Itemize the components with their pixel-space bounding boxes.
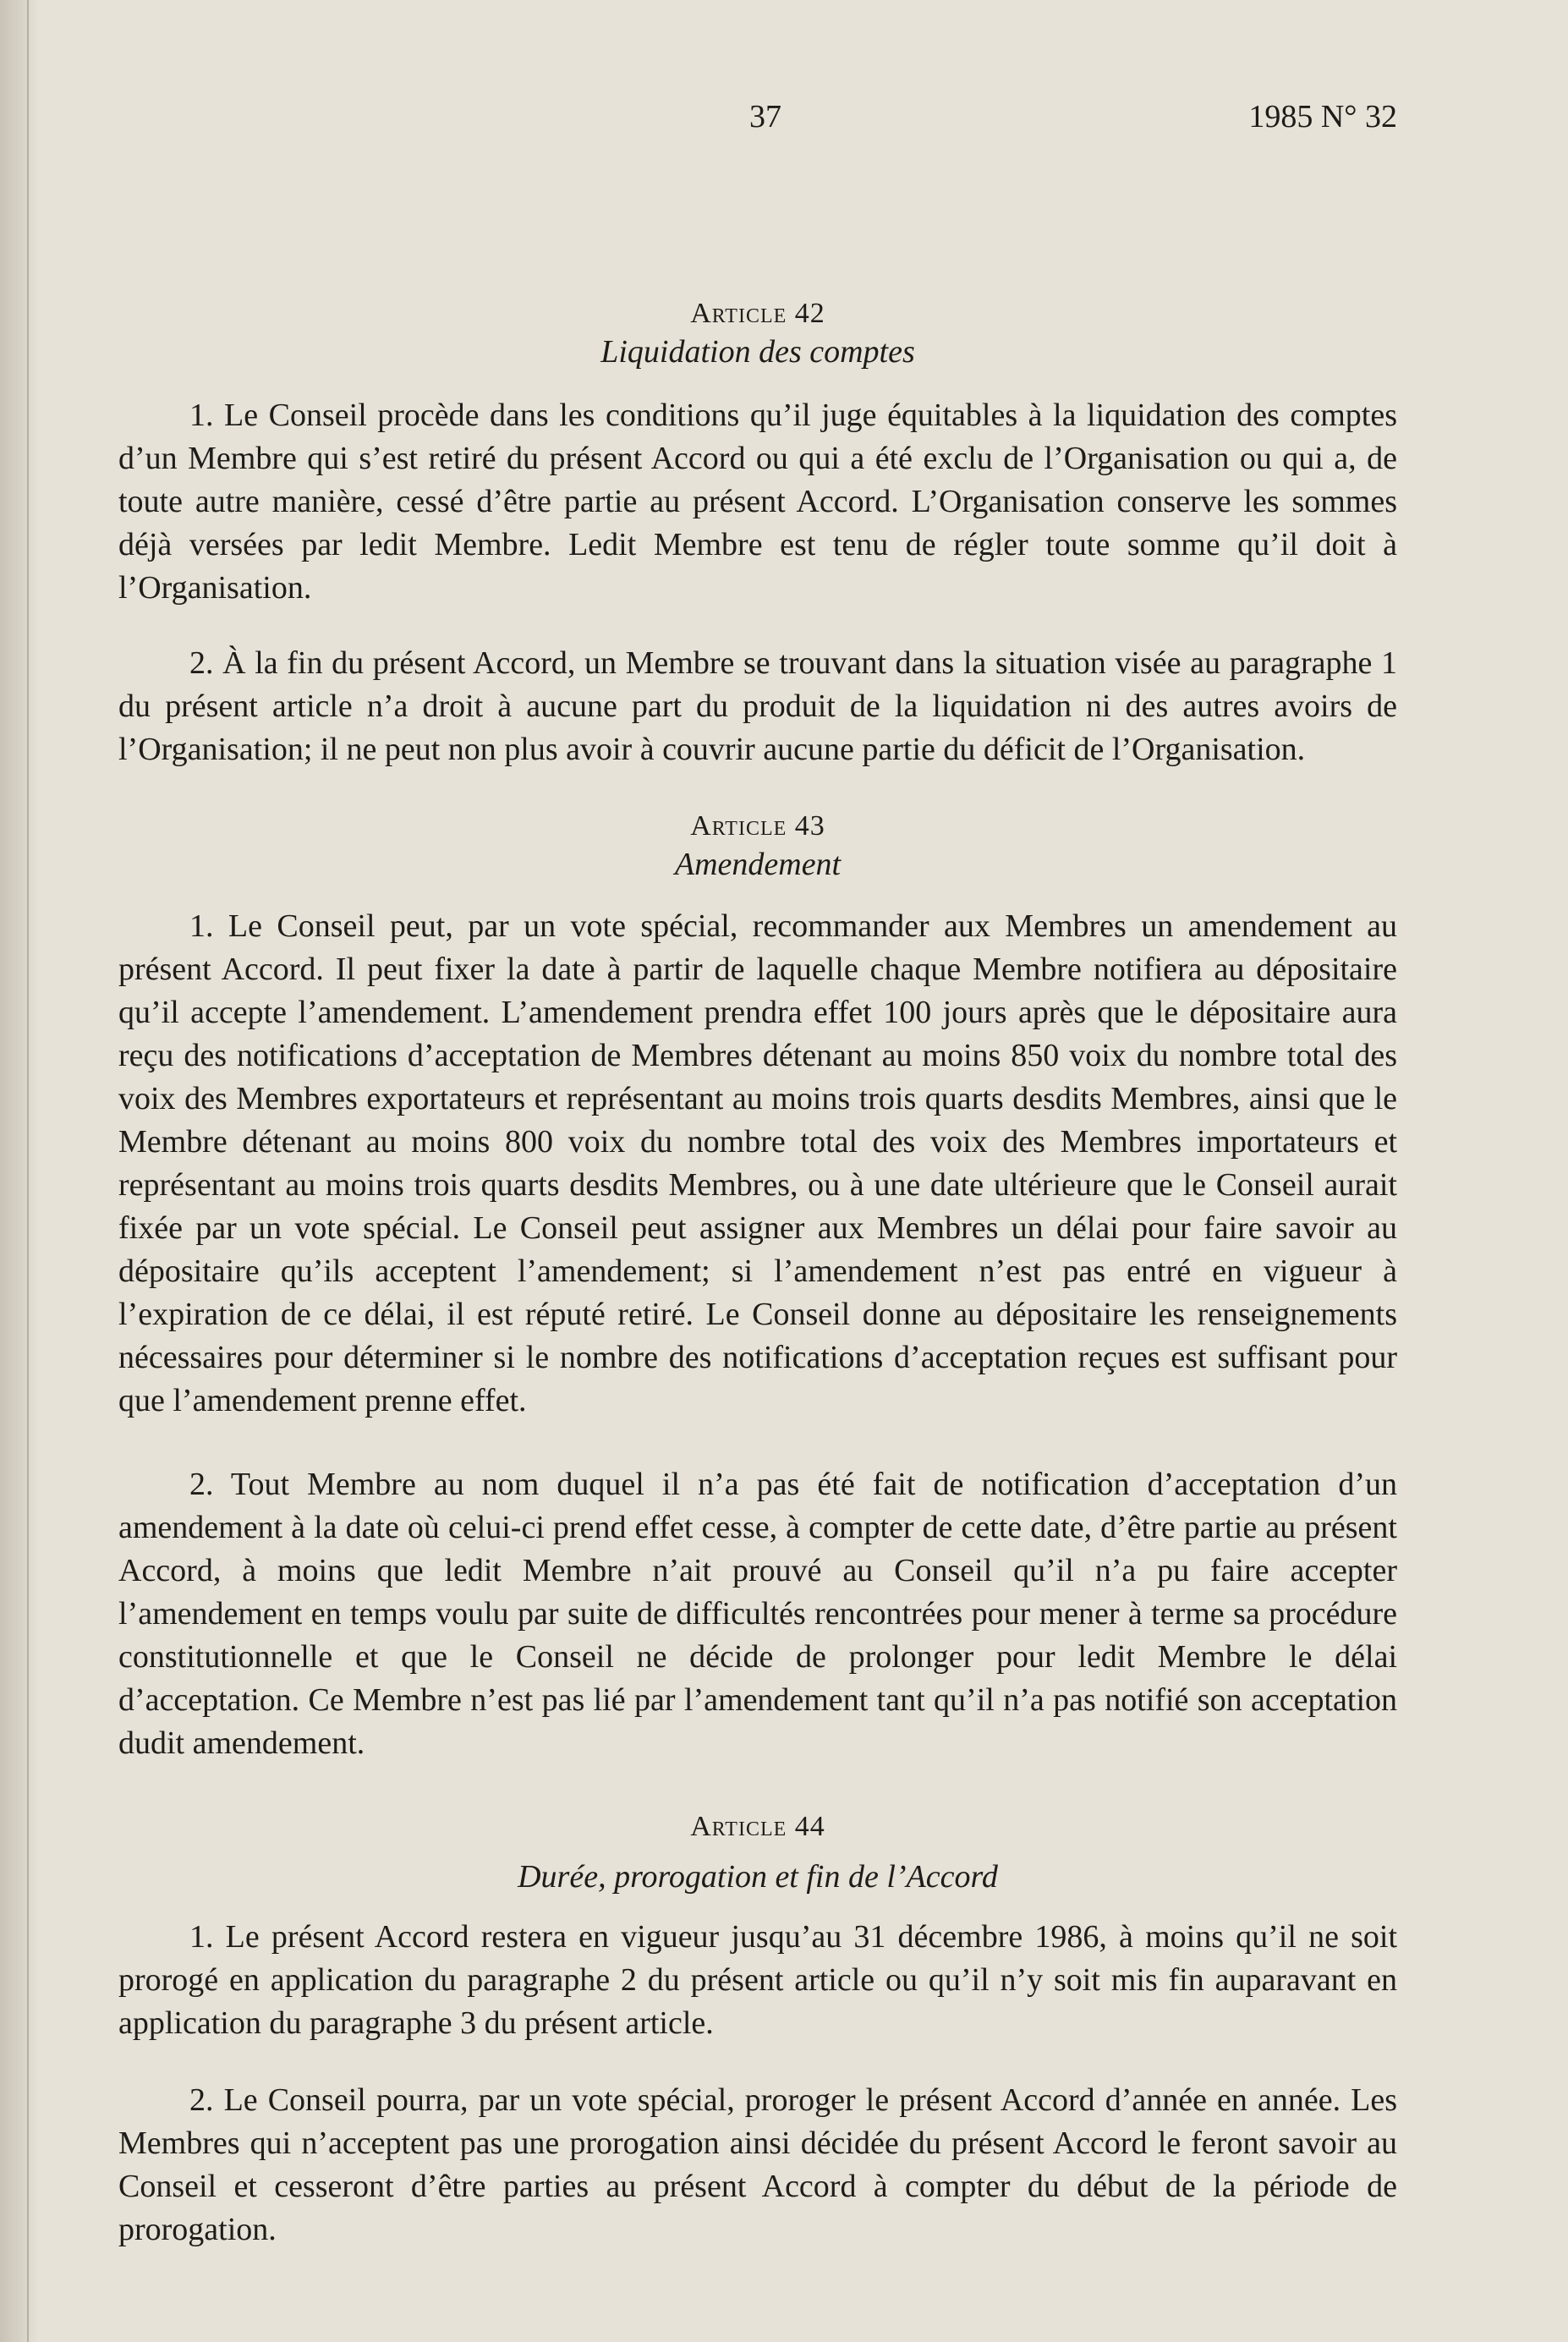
paragraph-text: Le Conseil procède dans les conditions qu’il juge équitables à la liquidation des comptes d’un Membre qui s’est retiré du présent Accord ou qui a été exclu de l’Organisation ou qui a, de toute autre manière, cessé d’être partie au présent Accord. L’Organisation conserve les sommes déjà versées par ledit Membre. Ledit Membre est tenu de régler toute somme qu’il doit à l’Organisation.: [118, 398, 1397, 606]
paragraph-number: 2.: [189, 645, 214, 681]
paragraph-text: À la fin du présent Accord, un Membre se trouvant dans la situation visée au paragraphe 1 du présent article n’a droit à aucune part du produit de la liquidation ni des autres avoirs de l’Organisation; il ne peut non plus avoir à couvrir aucune partie du déficit de l’Organisation.: [118, 645, 1398, 767]
paragraph-text: Le Conseil pourra, par un vote spécial, proroger le présent Accord d’année en année. Les Membres qui n’acceptent pas une prorogation ainsi décidée du présent Accord le feront savoir au Conseil et cesseront d’être parties au présent Accord à compter du début de la période de prorogation.: [118, 2082, 1397, 2247]
article-44: [118, 1809, 1397, 2252]
article-43: [118, 809, 1397, 1765]
paragraph-number: 2.: [189, 2082, 214, 2118]
paragraph: [118, 2079, 1397, 2252]
page-reference: 1985 N° 32: [1248, 99, 1397, 134]
paragraph-text: Tout Membre au nom duquel il n’a pas été fait de notification d’acceptation d’un amendement à la date où celui-ci prend effet cesse, à compter de cette date, d’être partie au présent Accord, à moins que ledit Membre n’ait prouvé au Conseil qu’il n’a pu faire accepter l’amendement en temps voulu par suite de difficultés rencontrées pour mener à terme sa procédure constitutionnelle et que le Conseil ne décide de prolonger pour ledit Membre le délai d’acceptation. Ce Membre n’est pas lié par l’amendement tant qu’il n’a pas notifié son acceptation dudit amendement.: [118, 1467, 1397, 1761]
paragraph-number: 1.: [189, 908, 214, 944]
paragraph: [118, 1463, 1397, 1765]
paragraph-number: 1.: [189, 398, 214, 433]
page-number: 37: [749, 99, 781, 134]
binding-gutter: [0, 0, 39, 2342]
article-title: Amendement: [674, 847, 842, 882]
article-heading: Article 44: [690, 1811, 825, 1842]
article-title: Durée, prorogation et fin de l’Accord: [518, 1859, 998, 1895]
article-title: Liquidation des comptes: [600, 334, 915, 370]
article-heading: Article 43: [690, 810, 825, 842]
paragraph: [118, 1916, 1397, 2045]
page-header: [118, 93, 1397, 145]
document-page: [118, 93, 1397, 2252]
binding-line: [27, 0, 29, 2342]
paragraph-number: 2.: [189, 1467, 214, 1502]
article-42: [118, 296, 1397, 771]
paragraph-text: Le présent Accord restera en vigueur jusqu’au 31 décembre 1986, à moins qu’il ne soit prorogé en application du paragraphe 2 du présent article ou qu’il n’y soit mis fin auparavant en application du paragraphe 3 du présent article.: [118, 1919, 1398, 2041]
paragraph: [118, 394, 1397, 610]
article-heading: Article 42: [690, 298, 825, 329]
paragraph: [118, 642, 1397, 771]
paragraph: [118, 905, 1397, 1423]
paragraph-text: Le Conseil peut, par un vote spécial, recommander aux Membres un amendement au présent Accord. Il peut fixer la date à partir de laquelle chaque Membre notifiera au dépositaire qu’il accepte l’amendement. L’amendement prendra effet 100 jours après que le dépositaire aura reçu des notifications d’acceptation de Membres détenant au moins 850 voix du nombre total des voix des Membres exportateurs et représentant au moins trois quarts desdits Membres, ainsi que le Membre détenant au moins 800 voix du nombre total des voix des Membres importateurs et représentant au moins trois quarts desdits Membres, ou à une date ultérieure que le Conseil aurait fixée par un vote spécial. Le Conseil peut assigner aux Membres un délai pour faire savoir au dépositaire qu’ils acceptent l’amendement; si l’amendement n’est pas entré en vigueur à l’expiration de ce délai, il est réputé retiré. Le Conseil donne au dépositaire les renseignements nécessaires pour déterminer si le nombre des notifications d’acceptation reçues est suffisant pour que l’amendement prenne effet.: [118, 908, 1398, 1418]
paragraph-number: 1.: [189, 1919, 214, 1955]
